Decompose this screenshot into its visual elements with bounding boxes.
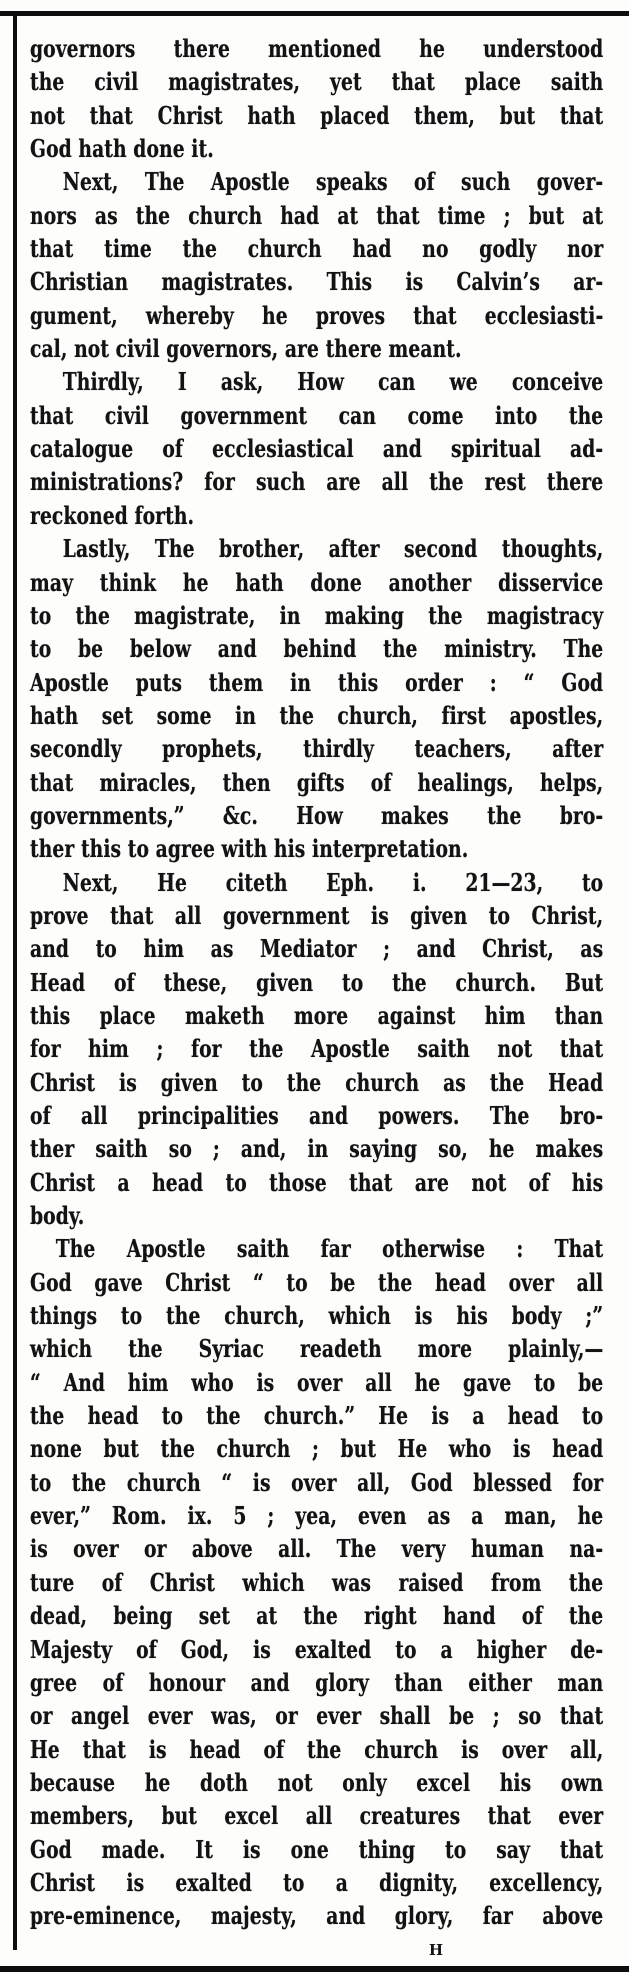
text-line: pre-eminence, majesty, and glory, far above xyxy=(30,1901,604,1931)
text-line: He that is head of the church is over all, xyxy=(30,1734,604,1764)
text-line: nors as the church had at that time ; but at xyxy=(30,200,604,230)
text-line: for him ; for the Apostle saith not that xyxy=(30,1034,604,1064)
text-line: none but the church ; but He who is head xyxy=(30,1434,604,1464)
text-line: ther saith so ; and, in saying so, he makes xyxy=(30,1134,604,1164)
text-line: ture of Christ which was raised from the xyxy=(30,1567,604,1597)
text-line: that civil government can come into the xyxy=(30,400,604,430)
text-line: Christ a head to those that are not of his xyxy=(30,1167,604,1197)
text-line: to be below and behind the ministry. The xyxy=(30,634,604,664)
text-line: or angel ever was, or ever shall be ; so that xyxy=(30,1701,604,1731)
text-line: God gave Christ “ to be the head over all xyxy=(30,1267,604,1297)
text-line: Christ is given to the church as the Head xyxy=(30,1067,604,1097)
text-line: governors there mentioned he understood xyxy=(30,34,604,63)
text-line: Majesty of God, is exalted to a higher de- xyxy=(30,1634,604,1664)
text-line: governments,” &c. How makes the bro- xyxy=(30,800,604,830)
text-line: gument, whereby he proves that ecclesiasti- xyxy=(30,300,604,330)
printer-signature-mark: H xyxy=(428,1941,444,1959)
text-line: cal, not civil governors, are there meant. xyxy=(30,334,462,364)
page-text-column xyxy=(30,32,603,1933)
text-line: not that Christ hath placed them, but that xyxy=(30,100,604,130)
text-line: God made. It is one thing to say that xyxy=(30,1834,604,1864)
text-line: Next, He citeth Eph. i. 21—23, to xyxy=(62,867,604,897)
text-line: of all principalities and powers. The bro- xyxy=(30,1101,604,1130)
text-line: body. xyxy=(30,1201,85,1231)
text-line: catalogue of ecclesiastical and spiritual ad- xyxy=(30,434,604,464)
text-line: to the church “ is over all, God blessed for xyxy=(30,1467,604,1497)
text-line: Next, The Apostle speaks of such gover- xyxy=(62,167,604,197)
text-line: God hath done it. xyxy=(30,134,214,164)
text-line: reckoned forth. xyxy=(30,500,195,530)
text-line: secondly prophets, thirdly teachers, after xyxy=(30,734,604,764)
text-line: this place maketh more against him than xyxy=(30,1000,604,1030)
text-line: that time the church had no godly nor xyxy=(30,234,604,264)
text-line: which the Syriac readeth more plainly,— xyxy=(30,1334,604,1364)
top-border-rule xyxy=(0,11,629,16)
text-line: Christ is exalted to a dignity, excellency, xyxy=(30,1867,604,1897)
text-line: and to him as Mediator ; and Christ, as xyxy=(30,934,604,964)
text-line: the civil magistrates, yet that place saith xyxy=(30,67,604,97)
text-line: gree of honour and glory than either man xyxy=(30,1667,604,1697)
text-line: prove that all government is given to Christ, xyxy=(30,900,604,930)
text-line: hath set some in the church, first apostles, xyxy=(30,700,604,730)
text-line: Apostle puts them in this order : “ God xyxy=(30,667,604,697)
text-line: Head of these, given to the church. But xyxy=(30,967,604,997)
text-line: the head to the church.” He is a head to xyxy=(30,1401,604,1431)
left-border-rule xyxy=(13,16,17,1950)
text-line: “ And him who is over all he gave to be xyxy=(30,1367,604,1397)
bottom-border-rule xyxy=(0,1966,629,1972)
text-line: Thirdly, I ask, How can we conceive xyxy=(62,367,604,397)
text-line: may think he hath done another disservice xyxy=(30,567,604,597)
text-line: Lastly, The brother, after second thoughts, xyxy=(62,534,604,564)
text-line: ever,” Rom. ix. 5 ; yea, even as a man, he xyxy=(30,1501,604,1531)
text-line: things to the church, which is his body ;” xyxy=(30,1301,604,1331)
text-line: dead, being set at the right hand of the xyxy=(30,1601,604,1631)
text-line: The Apostle saith far otherwise : That xyxy=(55,1234,604,1264)
text-line: ministrations? for such are all the rest there xyxy=(30,467,604,497)
text-line: is over or above all. The very human na- xyxy=(30,1534,604,1564)
text-line: to the magistrate, in making the magistracy xyxy=(30,600,604,630)
text-line: members, but excel all creatures that ever xyxy=(30,1801,604,1831)
text-line: Christian magistrates. This is Calvin’s ar- xyxy=(30,267,604,297)
text-line: that miracles, then gifts of healings, helps, xyxy=(30,767,604,797)
text-line: ther this to agree with his interpretation. xyxy=(30,834,469,864)
text-line: because he doth not only excel his own xyxy=(30,1767,604,1797)
